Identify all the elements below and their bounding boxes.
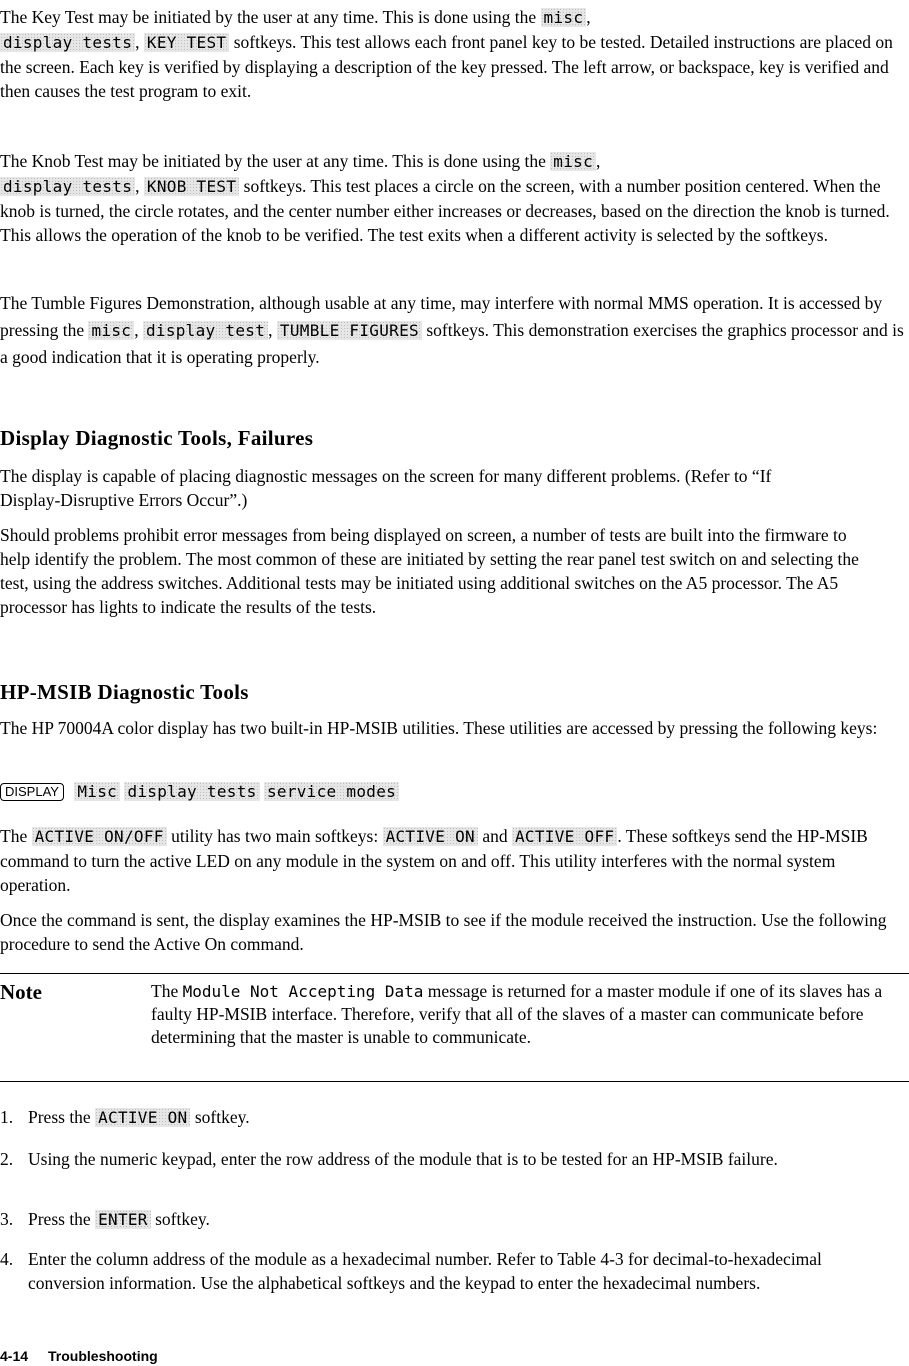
note-body [151, 980, 896, 1049]
text: The HP 70004A color display has two built-in HP-MSIB utilities. These utilities are accessed by pressing the following keys: [0, 718, 878, 738]
softkey-active-off: ACTIVE OFF [512, 827, 617, 846]
softkey-active-on-off: ACTIVE ON/OFF [32, 827, 167, 846]
text: Press the [28, 1107, 96, 1127]
text: The Tumble Figures Demonstration, although usable at any time, may interfere with normal MMS operation. It is accessed by pressing the [0, 293, 883, 340]
softkey-active-on: ACTIVE ON [383, 827, 478, 846]
softkey-key-test: KEY TEST [144, 33, 229, 52]
text: utility has two main softkeys: [166, 826, 383, 846]
step-text: Using the numeric keypad, enter the row address of the module that is to be tested for an HP-MSIB failure. [28, 1149, 778, 1169]
note-label: Note [0, 980, 42, 1004]
display-hardkey: DISPLAY [0, 783, 64, 801]
text: softkeys. This test allows each front panel key to be tested. Detailed instructions are placed on the screen. Each key is verified by displaying a description of the key pressed. The left arrow, or backspace, key is verified and then causes the test program to exit. [0, 32, 893, 101]
failures-paragraph-1 [0, 464, 815, 512]
text: The [0, 826, 32, 846]
msib-paragraph-3 [0, 908, 905, 956]
page-footer [0, 1346, 158, 1366]
text: The [151, 981, 183, 1001]
text: , [586, 7, 591, 27]
softkey-display-test: display test [143, 321, 268, 340]
softkey-service-modes: service modes [264, 782, 399, 801]
softkey-misc: misc [88, 321, 134, 340]
text: message is returned for a master module if one of its slaves has a faulty HP-MSIB interface. Therefore, verify that all of the slaves of a master can communicate before determining that the master is unable to communicate. [151, 981, 883, 1047]
step-number: 1. [0, 1107, 14, 1127]
footer-section-title: Troubleshooting [48, 1348, 158, 1364]
text: , [135, 176, 144, 196]
text: softkeys. This test places a circle on the screen, with a number position centered. When the knob is turned, the circle rotates, and the center number either increases or decreases, based on the direction the knob is turned. This allows the operation of the knob to be verified. The test exits when a different activity is selected by the softkeys. [0, 176, 890, 245]
softkey-display-tests: display tests [0, 33, 135, 52]
step-number: 3. [0, 1209, 14, 1229]
section-heading: Display Diagnostic Tools, Failures [0, 426, 314, 450]
step-text [28, 1105, 900, 1130]
text: , [268, 319, 277, 340]
text: softkey. [150, 1209, 210, 1229]
softkey-enter: ENTER [95, 1210, 151, 1229]
softkey-active-on: ACTIVE ON [95, 1108, 190, 1127]
softkey-tumble-figures: TUMBLE FIGURES [277, 321, 422, 340]
note-top-rule [0, 973, 909, 974]
text: . These softkeys send the HP-MSIB command to turn the active LED on any module in the system on and off. This utility interferes with the normal system operation. [0, 826, 868, 895]
softkey-knob-test: KNOB TEST [144, 177, 239, 196]
step-number: 4. [0, 1249, 14, 1269]
softkey-display-tests: display tests [0, 177, 135, 196]
failures-section [0, 425, 905, 451]
text: The Knob Test may be initiated by the user at any time. This is done using the [0, 151, 551, 171]
softkey-misc: misc [550, 152, 596, 171]
text: softkey. [190, 1107, 250, 1127]
softkey-misc: misc [541, 8, 587, 27]
key-test-paragraph [0, 5, 905, 103]
text: The display is capable of placing diagnostic messages on the screen for many different problems. (Refer to “If Display-Disruptive Errors Occur”.) [0, 466, 772, 510]
section-heading: HP-MSIB Diagnostic Tools [0, 680, 249, 704]
tumble-paragraph [0, 290, 905, 371]
text: softkeys. This demonstration exercises the graphics processor and is a good indication that it is operating properly. [0, 319, 904, 367]
text: , [596, 151, 601, 171]
text: Press the [28, 1209, 96, 1229]
text: and [477, 826, 512, 846]
failures-paragraph-2 [0, 523, 870, 619]
text: Once the command is sent, the display examines the HP-MSIB to see if the module received the instruction. Use the following procedure to send the Active On command. [0, 910, 887, 954]
step-text [28, 1207, 900, 1232]
softkey-display-tests: display tests [124, 782, 259, 801]
note-code: Module Not Accepting Data [182, 982, 424, 1001]
text: Should problems prohibit error messages from being displayed on screen, a number of tests are built into the firmware to help identify the problem. The most common of these are initiated by setting the rear panel test switch on and selecting the test, using the address switches. Additional tests may be initiated using additional switches on the A5 processor. The A5 processor has lights to indicate the results of the tests. [0, 525, 859, 617]
msib-section [0, 679, 905, 705]
key-sequence [0, 779, 905, 804]
knob-test-paragraph [0, 149, 905, 247]
msib-paragraph-1 [0, 716, 905, 740]
step-number: 2. [0, 1149, 14, 1169]
note-bottom-rule [0, 1081, 909, 1082]
step-text: Enter the column address of the module as a hexadecimal number. Refer to Table 4-3 for decimal-to-hexadecimal conversion information. Use the alphabetical softkeys and the keypad to enter the hexadecimal numbers. [28, 1249, 822, 1293]
text: The Key Test may be initiated by the user at any time. This is done using the [0, 7, 541, 27]
text: , [135, 32, 144, 52]
msib-paragraph-2 [0, 824, 905, 897]
page-number: 4-14 [0, 1348, 29, 1364]
text: , [134, 319, 143, 340]
softkey-misc: Misc [74, 782, 120, 801]
